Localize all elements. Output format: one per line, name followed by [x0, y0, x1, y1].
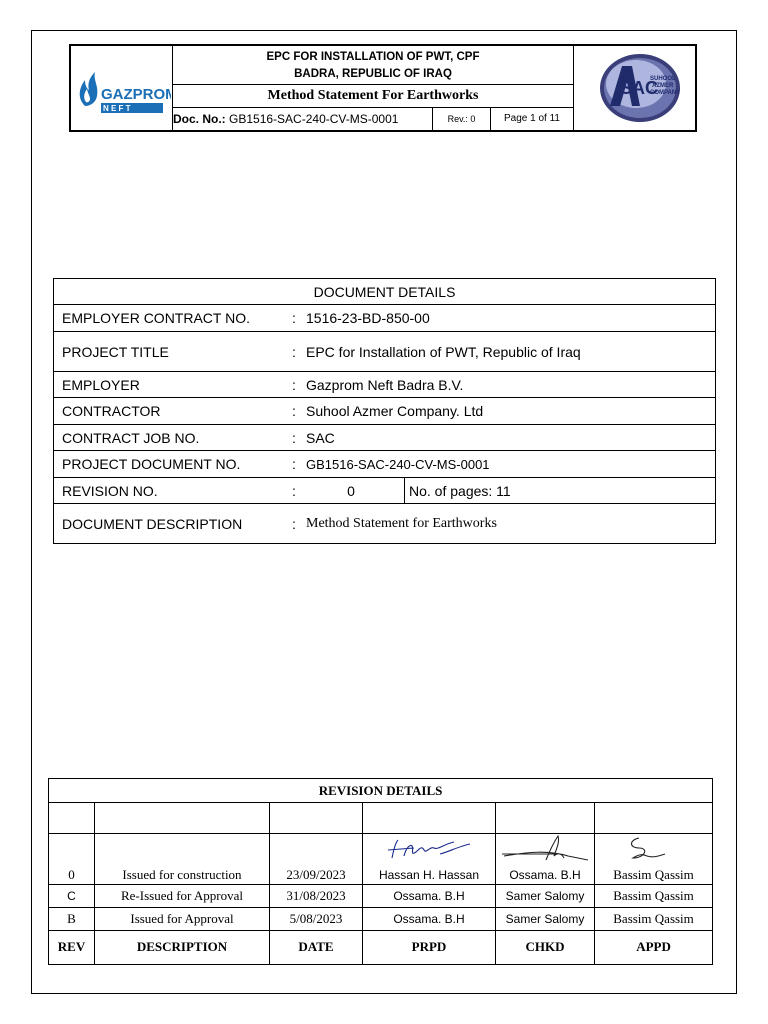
document-description-label: DOCUMENT DESCRIPTION: [54, 504, 291, 544]
description-cell: Re-Issued for Approval: [95, 884, 270, 907]
colon: :: [290, 398, 298, 425]
doc-number-value: GB1516-SAC-240-CV-MS-0001: [229, 112, 399, 126]
table-row: [54, 478, 716, 504]
header-center: [173, 46, 573, 130]
project-title-label: PROJECT TITLE: [54, 332, 291, 372]
table-row: [54, 504, 716, 544]
col-appd: APPD: [595, 930, 713, 964]
gazprom-logo-subtext: N E F T: [103, 104, 131, 113]
pages-count: No. of pages: 11: [405, 478, 716, 504]
appd-cell: Bassim Qassim: [595, 884, 713, 907]
date-cell: 23/09/2023: [270, 866, 363, 884]
revision-cell: Rev.: 0: [433, 108, 491, 130]
description-cell: Issued for Approval: [95, 907, 270, 930]
chkd-signature: [496, 834, 595, 867]
document-description-value: Method Statement for Earthworks: [298, 504, 716, 544]
colon: :: [290, 478, 298, 504]
rev-cell: B: [49, 907, 95, 930]
revision-no-value: 0: [298, 478, 405, 504]
signature-row: [49, 834, 713, 867]
col-date: DATE: [270, 930, 363, 964]
table-row: [49, 884, 713, 907]
prpd-signature: [363, 834, 496, 867]
project-doc-value: GB1516-SAC-240-CV-MS-0001: [298, 451, 716, 478]
revision-details-table: [48, 778, 713, 965]
table-row: [54, 332, 716, 372]
revision-details-heading: REVISION DETAILS: [49, 779, 713, 803]
gazprom-logo: [71, 46, 173, 130]
appd-cell: Bassim Qassim: [595, 866, 713, 884]
document-details-heading: DOCUMENT DETAILS: [54, 279, 716, 305]
table-row: [54, 425, 716, 451]
sac-logo-text-1: SUHOOL: [650, 76, 676, 82]
date-cell: 31/08/2023: [270, 884, 363, 907]
sac-logo-text-2: AZMER: [652, 83, 674, 89]
revision-no-label: REVISION NO.: [54, 478, 291, 504]
employer-contract-label: EMPLOYER CONTRACT NO.: [54, 305, 291, 332]
appd-cell: Bassim Qassim: [595, 907, 713, 930]
table-row: [54, 451, 716, 478]
doc-number: [173, 108, 433, 130]
table-row: [49, 907, 713, 930]
chkd-cell: Ossama. B.H: [496, 866, 595, 884]
document-header: [69, 44, 697, 132]
col-prpd: PRPD: [363, 930, 496, 964]
signature-icon: [599, 834, 709, 862]
prpd-cell: Ossama. B.H: [363, 907, 496, 930]
project-title-value: EPC for Installation of PWT, Republic of Iraq: [298, 332, 716, 372]
employer-label: EMPLOYER: [54, 372, 291, 398]
col-description: DESCRIPTION: [95, 930, 270, 964]
project-doc-label: PROJECT DOCUMENT NO.: [54, 451, 291, 478]
sac-logo-text-3: COMPANY: [650, 90, 681, 96]
table-row: [49, 866, 713, 884]
col-chkd: CHKD: [496, 930, 595, 964]
date-cell: 5/08/2023: [270, 907, 363, 930]
signature-icon: [374, 834, 484, 862]
colon: :: [290, 451, 298, 478]
document-title: Method Statement For Earthworks: [173, 84, 573, 108]
project-line-1: EPC FOR INSTALLATION OF PWT, CPF: [266, 51, 480, 63]
colon: :: [290, 425, 298, 451]
employer-value: Gazprom Neft Badra B.V.: [298, 372, 716, 398]
prpd-cell: Ossama. B.H: [363, 884, 496, 907]
prpd-cell: Hassan H. Hassan: [363, 866, 496, 884]
contract-job-label: CONTRACT JOB NO.: [54, 425, 291, 451]
employer-contract-value: 1516-23-BD-850-00: [298, 305, 716, 332]
gazprom-logo-text: GAZPROM: [101, 86, 171, 103]
doc-number-label: Doc. No.:: [173, 112, 226, 126]
colon: :: [290, 372, 298, 398]
table-row: [49, 803, 713, 834]
contract-job-value: SAC: [298, 425, 716, 451]
project-line-2: BADRA, REPUBLIC OF IRAQ: [294, 68, 452, 80]
table-row: [54, 305, 716, 332]
contractor-label: CONTRACTOR: [54, 398, 291, 425]
chkd-cell: Samer Salomy: [496, 907, 595, 930]
document-details-table: [53, 278, 716, 544]
colon: :: [290, 332, 298, 372]
rev-cell: C: [49, 884, 95, 907]
sac-logo-letters: SAC: [620, 78, 659, 98]
sac-logo: [573, 46, 695, 130]
contractor-value: Suhool Azmer Company. Ltd: [298, 398, 716, 425]
gazprom-flame-icon: [71, 46, 171, 130]
colon: :: [290, 305, 298, 332]
appd-signature: [595, 834, 713, 867]
colon: :: [290, 504, 298, 544]
chkd-cell: Samer Salomy: [496, 884, 595, 907]
rev-cell: 0: [49, 866, 95, 884]
sac-company-logo-icon: [574, 46, 694, 130]
table-row: [54, 398, 716, 425]
column-header-row: [49, 930, 713, 964]
col-rev: REV: [49, 930, 95, 964]
description-cell: Issued for construction: [95, 866, 270, 884]
table-row: [54, 372, 716, 398]
page-cell: Page 1 of 11: [504, 113, 560, 124]
signature-icon: [498, 834, 594, 862]
